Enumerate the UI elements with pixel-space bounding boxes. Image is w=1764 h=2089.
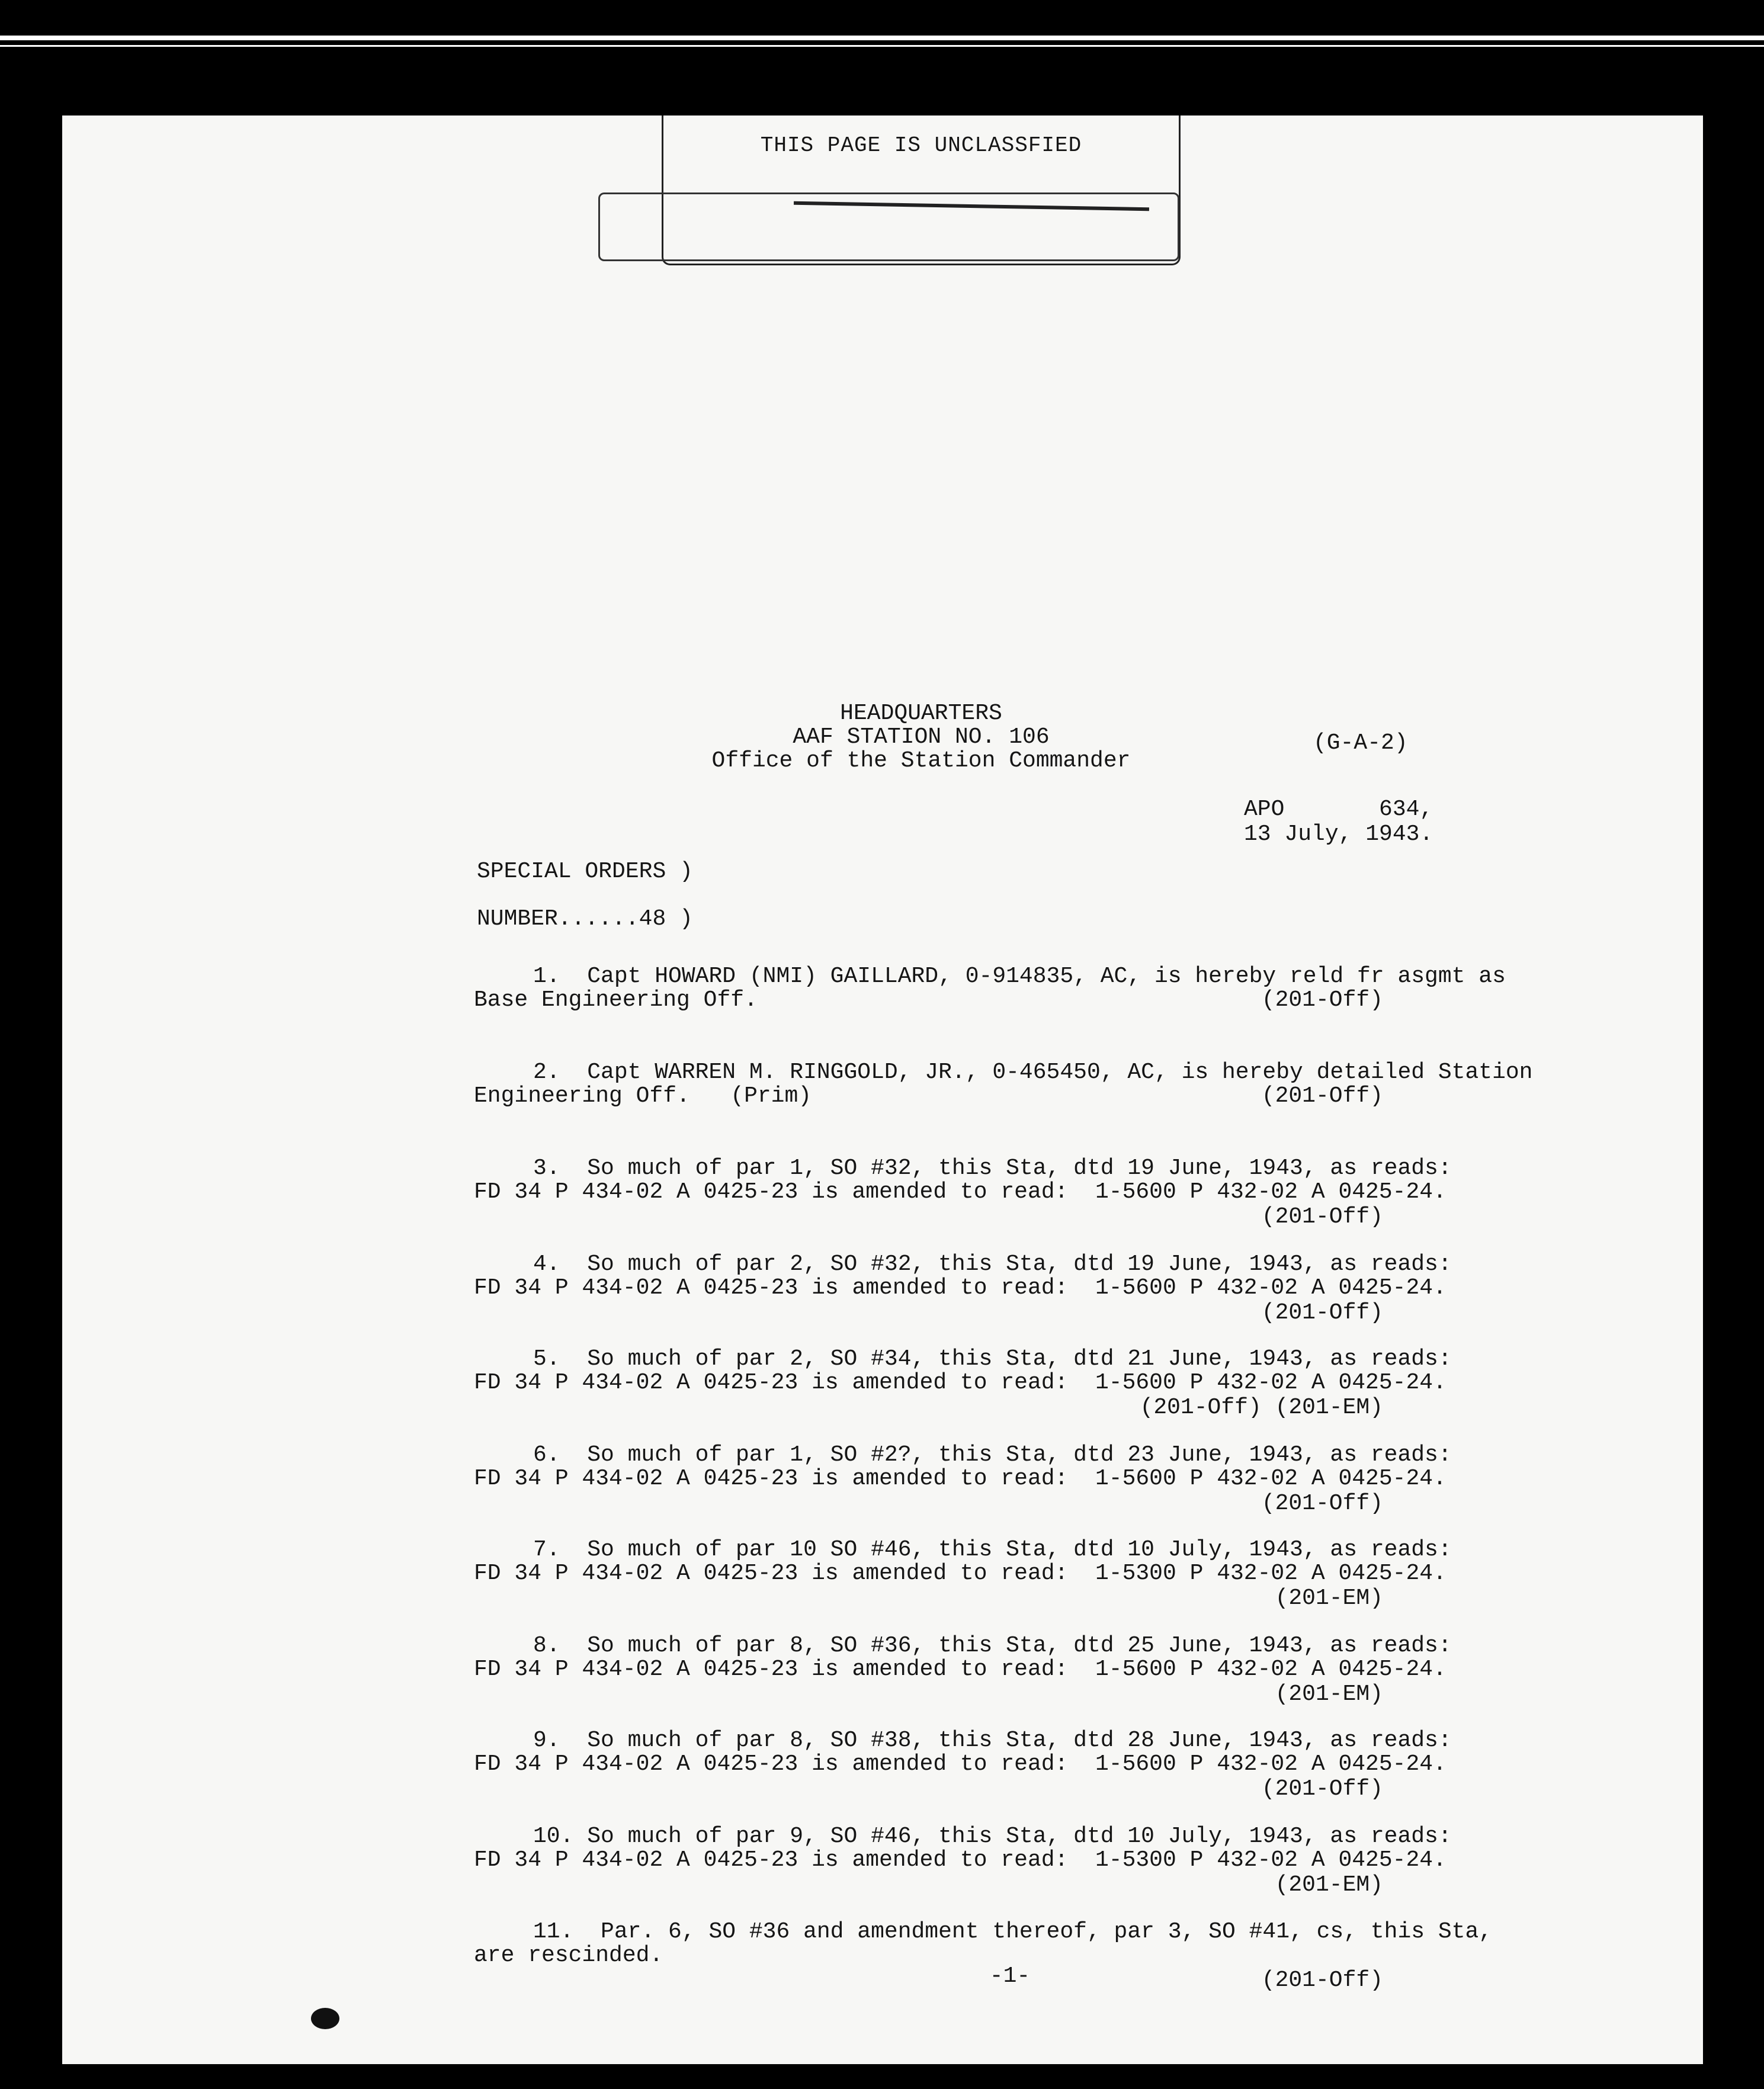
top-rule-thin (0, 45, 1764, 47)
header-line-2: AAF STATION NO. 106 (793, 724, 1050, 750)
paragraph-reference: (201-Off) (201-EM) (1140, 1395, 1383, 1420)
special-orders-label: SPECIAL ORDERS ) (477, 859, 693, 884)
paragraph-line-1: 10. So much of par 9, SO #46, this Sta, dtd 10 July, 1943, as reads: (533, 1824, 1452, 1849)
paragraph-line-2: FD 34 P 434-02 A 0425-23 is amended to read: 1-5600 P 432-02 A 0425-24. (474, 1657, 1447, 1682)
apo-line: APO 634, (1244, 797, 1433, 822)
date-line: 13 July, 1943. (1244, 822, 1433, 847)
paragraph-line-2: FD 34 P 434-02 A 0425-23 is amended to read: 1-5300 P 432-02 A 0425-24. (474, 1847, 1447, 1873)
header-line-3: Office of the Station Commander (711, 748, 1131, 774)
paragraph-line-2: Base Engineering Off. (474, 987, 758, 1013)
paragraph-line-1: 1. Capt HOWARD (NMI) GAILLARD, 0-914835, AC, is hereby reld fr asgmt as (533, 964, 1506, 989)
header-code: (G-A-2) (1313, 730, 1408, 756)
paragraph-line-2: are rescinded. (474, 1943, 663, 1968)
classification-text: THIS PAGE IS UNCLASSFIED (760, 133, 1082, 158)
paragraph-line-2: FD 34 P 434-02 A 0425-23 is amended to read: 1-5600 P 432-02 A 0425-24. (474, 1275, 1447, 1301)
paragraph-line-2: FD 34 P 434-02 A 0425-23 is amended to read: 1-5600 P 432-02 A 0425-24. (474, 1370, 1447, 1395)
paragraph-reference: (201-EM) (1275, 1586, 1383, 1611)
paragraph-reference: (201-Off) (1261, 1204, 1383, 1230)
paragraph-line-1: 11. Par. 6, SO #36 and amendment thereof, par 3, SO #41, cs, this Sta, (533, 1919, 1493, 1944)
classification-stamp (662, 115, 1181, 265)
paragraph-reference: (201-Off) (1261, 1300, 1383, 1326)
header-line-1: HEADQUARTERS (840, 701, 1002, 726)
paragraph-line-1: 6. So much of par 1, SO #2?, this Sta, dtd 23 June, 1943, as reads: (533, 1442, 1452, 1468)
paragraph-line-2: Engineering Off. (Prim) (474, 1083, 812, 1109)
paragraph-line-1: 9. So much of par 8, SO #38, this Sta, dtd 28 June, 1943, as reads: (533, 1728, 1452, 1753)
page-number: -1- (989, 1963, 1031, 1989)
paragraph-line-2: FD 34 P 434-02 A 0425-23 is amended to read: 1-5600 P 432-02 A 0425-24. (474, 1751, 1447, 1777)
ink-smudge (311, 2008, 339, 2029)
paragraph-line-1: 7. So much of par 10 SO #46, this Sta, dtd 10 July, 1943, as reads: (533, 1537, 1452, 1562)
document-page (62, 115, 1703, 2064)
paragraph-reference: (201-Off) (1261, 1491, 1383, 1516)
paragraph-reference: (201-Off) (1261, 987, 1383, 1013)
order-number-label: NUMBER......48 ) (477, 906, 693, 932)
paragraph-reference: (201-Off) (1261, 1083, 1383, 1109)
paragraph-line-1: 5. So much of par 2, SO #34, this Sta, dtd 21 June, 1943, as reads: (533, 1346, 1452, 1372)
paragraph-reference: (201-Off) (1261, 1776, 1383, 1802)
paragraph-line-1: 8. So much of par 8, SO #36, this Sta, dtd 25 June, 1943, as reads: (533, 1633, 1452, 1658)
paragraph-reference: (201-EM) (1275, 1682, 1383, 1707)
top-rule-thick (0, 36, 1764, 40)
paragraph-reference: (201-EM) (1275, 1872, 1383, 1898)
paragraph-line-2: FD 34 P 434-02 A 0425-23 is amended to read: 1-5600 P 432-02 A 0425-24. (474, 1466, 1447, 1491)
paragraph-line-1: 2. Capt WARREN M. RINGGOLD, JR., 0-465450, AC, is hereby detailed Station (533, 1060, 1533, 1085)
paragraph-line-2: FD 34 P 434-02 A 0425-23 is amended to read: 1-5300 P 432-02 A 0425-24. (474, 1561, 1447, 1586)
paragraph-line-2: FD 34 P 434-02 A 0425-23 is amended to read: 1-5600 P 432-02 A 0425-24. (474, 1179, 1447, 1205)
paragraph-line-1: 4. So much of par 2, SO #32, this Sta, dtd 19 June, 1943, as reads: (533, 1252, 1452, 1277)
paragraph-line-1: 3. So much of par 1, SO #32, this Sta, dtd 19 June, 1943, as reads: (533, 1156, 1452, 1181)
paragraph-reference: (201-Off) (1261, 1968, 1383, 1993)
